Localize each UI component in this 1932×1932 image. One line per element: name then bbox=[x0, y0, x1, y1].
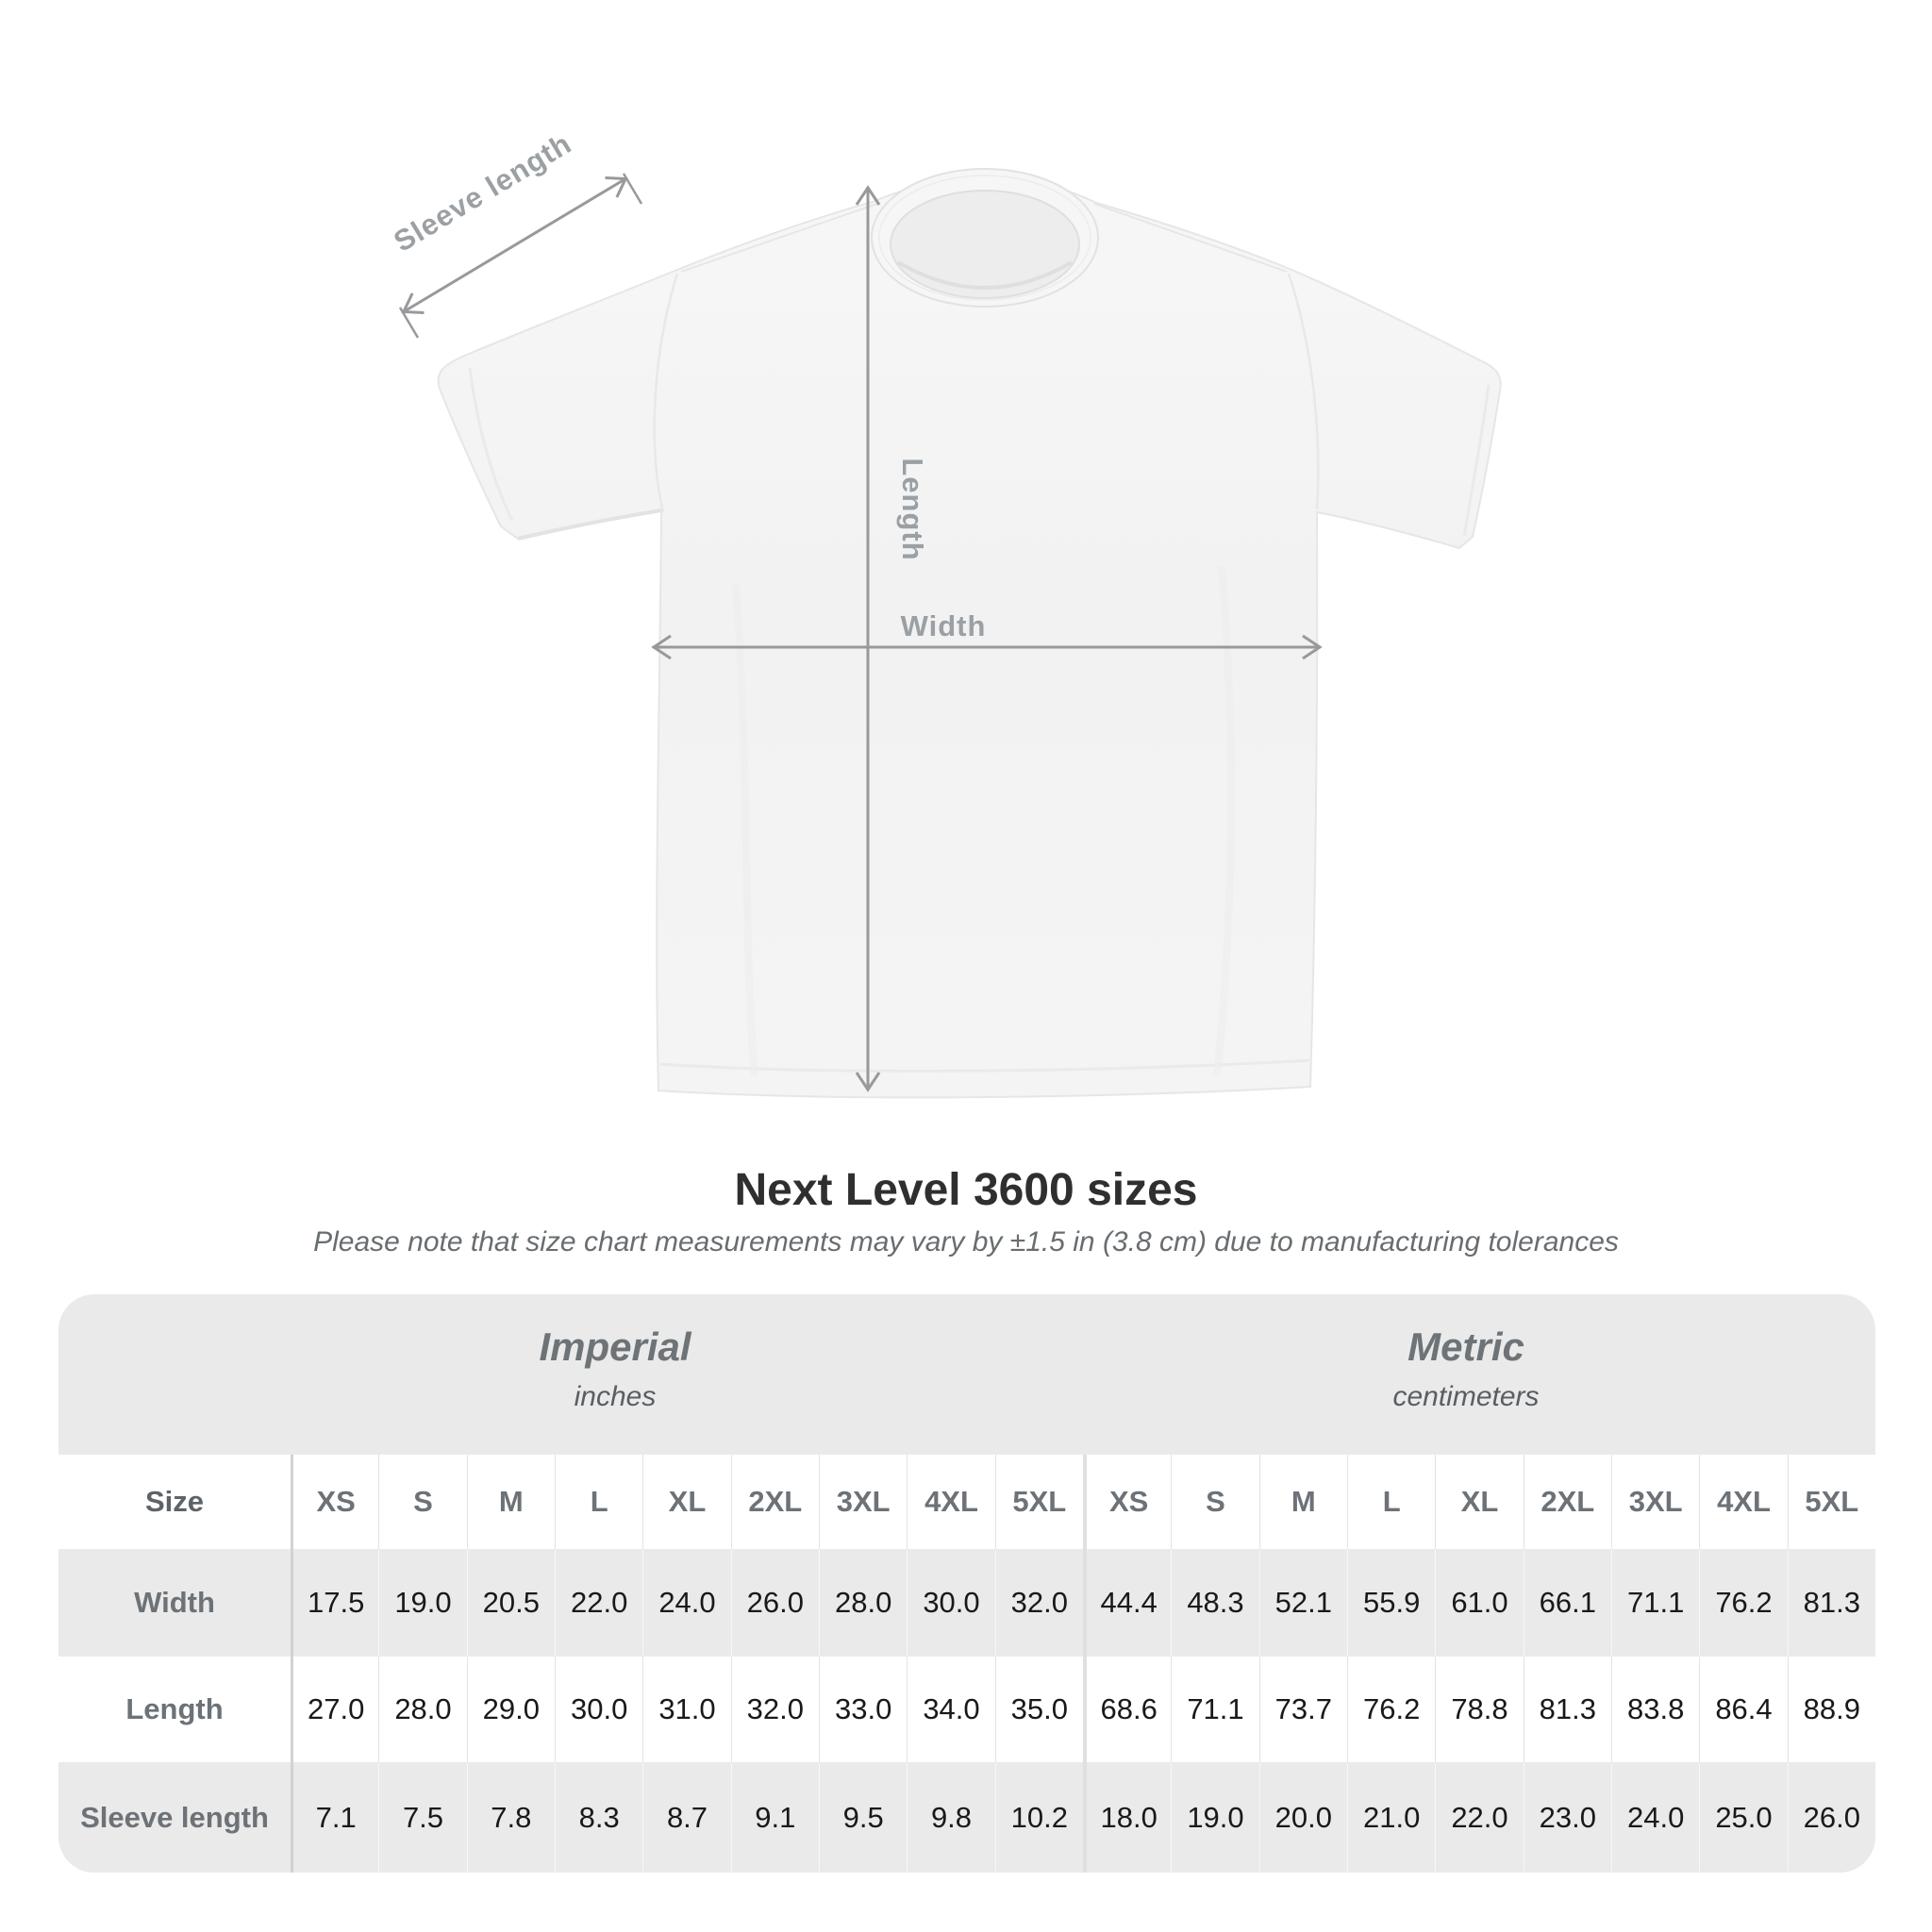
measurement-value: 20.0 bbox=[1259, 1762, 1347, 1873]
size-table bbox=[58, 1455, 1875, 1873]
measurement-value: 81.3 bbox=[1524, 1657, 1611, 1762]
size-col-header: XS bbox=[291, 1455, 378, 1549]
measurement-value: 7.5 bbox=[378, 1762, 466, 1873]
measurement-value: 48.3 bbox=[1171, 1549, 1258, 1657]
measurement-value: 31.0 bbox=[642, 1657, 730, 1762]
measurement-value: 20.5 bbox=[467, 1549, 555, 1657]
measurement-value: 44.4 bbox=[1083, 1549, 1171, 1657]
measurement-value: 33.0 bbox=[819, 1657, 907, 1762]
measurement-value: 8.7 bbox=[642, 1762, 730, 1873]
measurement-value: 23.0 bbox=[1524, 1762, 1611, 1873]
measurement-value: 9.1 bbox=[731, 1762, 819, 1873]
measurement-value: 17.5 bbox=[291, 1549, 378, 1657]
measurement-value: 7.8 bbox=[467, 1762, 555, 1873]
unit-header-imperial bbox=[379, 1324, 851, 1413]
measurement-value: 32.0 bbox=[731, 1657, 819, 1762]
measurement-value: 9.5 bbox=[819, 1762, 907, 1873]
measurement-value: 22.0 bbox=[555, 1549, 642, 1657]
measurement-value: 28.0 bbox=[378, 1657, 466, 1762]
measurement-value: 55.9 bbox=[1347, 1549, 1435, 1657]
measurement-value: 30.0 bbox=[907, 1549, 994, 1657]
measurement-value: 26.0 bbox=[731, 1549, 819, 1657]
measurement-value: 9.8 bbox=[907, 1762, 994, 1873]
size-corner-label: Size bbox=[144, 1485, 205, 1518]
measurement-value: 29.0 bbox=[467, 1657, 555, 1762]
measurement-value: 35.0 bbox=[995, 1657, 1083, 1762]
measurement-value: 27.0 bbox=[291, 1657, 378, 1762]
measurement-value: 26.0 bbox=[1788, 1762, 1875, 1873]
measurement-value: 88.9 bbox=[1788, 1657, 1875, 1762]
measurement-value: 25.0 bbox=[1699, 1762, 1787, 1873]
measurement-value: 24.0 bbox=[1611, 1762, 1699, 1873]
measurement-value: 61.0 bbox=[1435, 1549, 1523, 1657]
size-col-header: 2XL bbox=[731, 1455, 819, 1549]
measurement-value: 10.2 bbox=[995, 1762, 1083, 1873]
measurement-value: 32.0 bbox=[995, 1549, 1083, 1657]
unit-header-band bbox=[58, 1294, 1875, 1455]
measurement-value: 73.7 bbox=[1259, 1657, 1347, 1762]
sleeve-length-label: Sleeve length bbox=[388, 126, 577, 258]
measurement-value: 24.0 bbox=[642, 1549, 730, 1657]
size-col-header: 5XL bbox=[995, 1455, 1083, 1549]
row-label: Width bbox=[134, 1586, 215, 1619]
width-label: Width bbox=[900, 609, 987, 642]
size-col-header: XL bbox=[1435, 1455, 1523, 1549]
measurement-value: 68.6 bbox=[1083, 1657, 1171, 1762]
measurement-value: 71.1 bbox=[1171, 1657, 1258, 1762]
size-col-header: 4XL bbox=[907, 1455, 994, 1549]
header-row bbox=[58, 1455, 1875, 1549]
row-label: Length bbox=[125, 1692, 224, 1725]
measurement-value: 22.0 bbox=[1435, 1762, 1523, 1873]
size-col-header: L bbox=[1347, 1455, 1435, 1549]
size-col-header: S bbox=[378, 1455, 466, 1549]
measurement-value: 19.0 bbox=[378, 1549, 466, 1657]
unit-name-metric: Metric bbox=[1407, 1324, 1524, 1369]
measurement-value: 28.0 bbox=[819, 1549, 907, 1657]
size-col-header: XS bbox=[1083, 1455, 1171, 1549]
size-col-header: M bbox=[1259, 1455, 1347, 1549]
size-col-header: L bbox=[555, 1455, 642, 1549]
unit-header-metric bbox=[1230, 1324, 1702, 1413]
tolerance-note: Please note that size chart measurements may vary by ±1.5 in (3.8 cm) due to manufacturing tolerances bbox=[313, 1226, 1619, 1257]
measurement-value: 18.0 bbox=[1083, 1762, 1171, 1873]
size-col-header: M bbox=[467, 1455, 555, 1549]
measurement-value: 52.1 bbox=[1259, 1549, 1347, 1657]
row-label: Sleeve length bbox=[80, 1800, 269, 1834]
size-col-header: 5XL bbox=[1788, 1455, 1875, 1549]
measurement-value: 76.2 bbox=[1699, 1549, 1787, 1657]
unit-sub-metric: centimeters bbox=[1392, 1381, 1540, 1412]
measurement-value: 21.0 bbox=[1347, 1762, 1435, 1873]
size-col-header: S bbox=[1171, 1455, 1258, 1549]
measurement-value: 8.3 bbox=[555, 1762, 642, 1873]
size-col-header: 4XL bbox=[1699, 1455, 1787, 1549]
measurement-value: 78.8 bbox=[1435, 1657, 1523, 1762]
length-label: Length bbox=[896, 458, 929, 561]
size-table-card bbox=[58, 1294, 1875, 1873]
table-row-length bbox=[58, 1657, 1875, 1762]
unit-sub-imperial: inches bbox=[574, 1381, 657, 1412]
measurement-value: 7.1 bbox=[291, 1762, 378, 1873]
size-col-header: 3XL bbox=[819, 1455, 907, 1549]
page-title: Next Level 3600 sizes bbox=[734, 1165, 1198, 1215]
measurement-value: 81.3 bbox=[1788, 1549, 1875, 1657]
measurement-value: 30.0 bbox=[555, 1657, 642, 1762]
measurement-value: 19.0 bbox=[1171, 1762, 1258, 1873]
measurement-value: 66.1 bbox=[1524, 1549, 1611, 1657]
size-col-header: 3XL bbox=[1611, 1455, 1699, 1549]
unit-name-imperial: Imperial bbox=[539, 1324, 691, 1369]
size-col-header: 2XL bbox=[1524, 1455, 1611, 1549]
measurement-value: 71.1 bbox=[1611, 1549, 1699, 1657]
measurement-value: 76.2 bbox=[1347, 1657, 1435, 1762]
measurement-value: 86.4 bbox=[1699, 1657, 1787, 1762]
measurement-value: 83.8 bbox=[1611, 1657, 1699, 1762]
table-row-width bbox=[58, 1549, 1875, 1657]
measurement-value: 34.0 bbox=[907, 1657, 994, 1762]
table-row-sleeve-length bbox=[58, 1762, 1875, 1873]
size-col-header: XL bbox=[642, 1455, 730, 1549]
